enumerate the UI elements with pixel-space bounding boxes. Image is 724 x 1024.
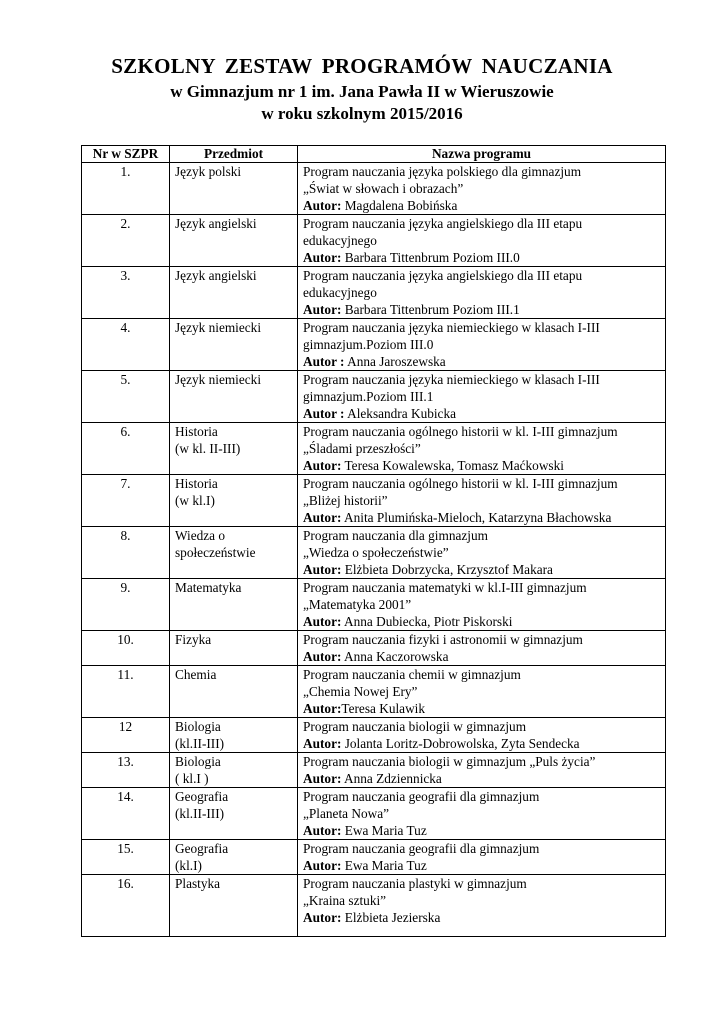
program-cell: [298, 631, 666, 666]
subject-line: (w kl. II-III): [175, 441, 241, 456]
program-line: Program nauczania chemii w gimnazjum: [303, 667, 521, 682]
program-line: „Matematyka 2001”: [303, 597, 412, 612]
author-names: Teresa Kulawik: [341, 701, 426, 716]
author-label: Autor:: [303, 701, 342, 716]
program-cell: [298, 666, 666, 718]
subject-line: Język niemiecki: [175, 372, 262, 387]
author-line: [303, 857, 665, 874]
table-row: [82, 666, 666, 718]
program-line: edukacyjnego: [303, 285, 377, 300]
author-label: Autor:: [303, 250, 342, 265]
subject-line: społeczeństwie: [175, 545, 256, 560]
subject-line: Matematyka: [175, 580, 242, 595]
header-program: Nazwa programu: [298, 146, 666, 163]
author-line: [303, 405, 665, 422]
author-line: [303, 770, 665, 787]
subject-line: Geografia: [175, 841, 229, 856]
subject-cell: [170, 840, 298, 875]
author-label: Autor :: [303, 354, 345, 369]
subject-cell: [170, 579, 298, 631]
row-number: 10.: [82, 631, 170, 666]
program-line: Program nauczania języka angielskiego dla III etapu: [303, 268, 583, 283]
subject-cell: [170, 753, 298, 788]
program-line: „Śladami przeszłości”: [303, 441, 421, 456]
row-number: 6.: [82, 423, 170, 475]
author-line: [303, 249, 665, 266]
subject-cell: [170, 875, 298, 937]
author-names: Ewa Maria Tuz: [341, 823, 427, 838]
table-row: [82, 718, 666, 753]
row-number: 2.: [82, 215, 170, 267]
subject-cell: [170, 527, 298, 579]
subject-line: Biologia: [175, 754, 221, 769]
subject-line: Plastyka: [175, 876, 221, 891]
subject-cell: [170, 163, 298, 215]
program-cell: [298, 579, 666, 631]
row-number: 8.: [82, 527, 170, 579]
table-row: [82, 840, 666, 875]
table-row: [82, 215, 666, 267]
author-names: Barbara Tittenbrum Poziom III.0: [341, 250, 520, 265]
author-names: Anna Dubiecka, Piotr Piskorski: [341, 614, 513, 629]
program-line: Program nauczania języka angielskiego dla III etapu: [303, 216, 583, 231]
table-row: [82, 423, 666, 475]
program-line: Program nauczania geografii dla gimnazjum: [303, 789, 540, 804]
author-names: Anna Zdziennicka: [341, 771, 442, 786]
row-number: 7.: [82, 475, 170, 527]
author-label: Autor:: [303, 614, 342, 629]
subject-cell: [170, 423, 298, 475]
subject-line: Język polski: [175, 164, 242, 179]
program-cell: [298, 718, 666, 753]
author-label: Autor:: [303, 302, 342, 317]
author-names: Aleksandra Kubicka: [344, 406, 457, 421]
header-subject: Przedmiot: [170, 146, 298, 163]
author-label: Autor:: [303, 649, 342, 664]
table-row: [82, 267, 666, 319]
author-names: Barbara Tittenbrum Poziom III.1: [341, 302, 520, 317]
document-title: SZKOLNY ZESTAW PROGRAMÓW NAUCZANIA: [111, 54, 613, 78]
author-label: Autor:: [303, 510, 342, 525]
author-label: Autor:: [303, 858, 342, 873]
author-names: Anita Plumińska-Mieloch, Katarzyna Błachowska: [341, 510, 612, 525]
program-line: „Bliżej historii”: [303, 493, 388, 508]
row-number: 3.: [82, 267, 170, 319]
program-line: Program nauczania języka polskiego dla gimnazjum: [303, 164, 582, 179]
subject-line: Język niemiecki: [175, 320, 262, 335]
author-label: Autor:: [303, 562, 342, 577]
row-number: 15.: [82, 840, 170, 875]
program-cell: [298, 527, 666, 579]
subject-cell: [170, 215, 298, 267]
subject-line: ( kl.I ): [175, 771, 209, 786]
school-year: w roku szkolnym 2015/2016: [261, 104, 463, 123]
author-line: [303, 509, 665, 526]
programs-table: [81, 145, 666, 937]
program-line: gimnazjum.Poziom III.0: [303, 337, 434, 352]
subject-cell: [170, 631, 298, 666]
table-row: [82, 527, 666, 579]
program-line: Program nauczania biologii w gimnazjum „Puls życia”: [303, 754, 596, 769]
author-label: Autor :: [303, 406, 345, 421]
row-number: 12: [82, 718, 170, 753]
author-line: [303, 700, 665, 717]
author-names: Anna Jaroszewska: [344, 354, 446, 369]
subject-line: Język angielski: [175, 216, 257, 231]
subject-cell: [170, 788, 298, 840]
table-row: [82, 788, 666, 840]
author-label: Autor:: [303, 458, 342, 473]
program-cell: [298, 840, 666, 875]
author-line: [303, 301, 665, 318]
author-line: [303, 353, 665, 370]
subject-line: Biologia: [175, 719, 221, 734]
program-cell: [298, 788, 666, 840]
subject-line: Historia: [175, 424, 218, 439]
author-names: Magdalena Bobińska: [341, 198, 458, 213]
subject-cell: [170, 666, 298, 718]
school-name: w Gimnazjum nr 1 im. Jana Pawła II w Wieruszowie: [170, 82, 554, 101]
table-header-row: [82, 146, 666, 163]
program-line: Program nauczania biologii w gimnazjum: [303, 719, 527, 734]
author-label: Autor:: [303, 198, 342, 213]
table-row: [82, 319, 666, 371]
row-number: 9.: [82, 579, 170, 631]
table-row: [82, 631, 666, 666]
author-names: Ewa Maria Tuz: [341, 858, 427, 873]
subject-cell: [170, 319, 298, 371]
table-row: [82, 753, 666, 788]
subject-line: (kl.II-III): [175, 806, 225, 821]
author-label: Autor:: [303, 771, 342, 786]
program-cell: [298, 475, 666, 527]
program-cell: [298, 319, 666, 371]
author-line: [303, 822, 665, 839]
program-line: Program nauczania języka niemieckiego w klasach I-III: [303, 372, 600, 387]
program-cell: [298, 371, 666, 423]
author-names: Elżbieta Jezierska: [341, 910, 441, 925]
row-number: 11.: [82, 666, 170, 718]
program-line: „Kraina sztuki”: [303, 893, 387, 908]
subject-line: (kl.II-III): [175, 736, 225, 751]
subject-line: (kl.I): [175, 858, 202, 873]
program-line: edukacyjnego: [303, 233, 377, 248]
program-line: Program nauczania ogólnego historii w kl. I-III gimnazjum: [303, 476, 618, 491]
program-line: gimnazjum.Poziom III.1: [303, 389, 434, 404]
author-label: Autor:: [303, 736, 342, 751]
program-cell: [298, 423, 666, 475]
program-cell: [298, 163, 666, 215]
author-line: [303, 457, 665, 474]
program-line: Program nauczania dla gimnazjum: [303, 528, 488, 543]
author-line: [303, 909, 665, 926]
row-number: 4.: [82, 319, 170, 371]
row-number: 16.: [82, 875, 170, 937]
subject-line: (w kl.I): [175, 493, 215, 508]
row-number: 14.: [82, 788, 170, 840]
program-line: „Wiedza o społeczeństwie”: [303, 545, 449, 560]
subject-line: Fizyka: [175, 632, 212, 647]
row-number: 1.: [82, 163, 170, 215]
table-row: [82, 163, 666, 215]
author-names: Anna Kaczorowska: [341, 649, 449, 664]
program-line: Program nauczania ogólnego historii w kl. I-III gimnazjum: [303, 424, 618, 439]
program-cell: [298, 267, 666, 319]
subject-line: Historia: [175, 476, 218, 491]
subject-cell: [170, 475, 298, 527]
table-row: [82, 475, 666, 527]
author-line: [303, 648, 665, 665]
header-nr: Nr w SZPR: [82, 146, 170, 163]
subject-line: Geografia: [175, 789, 229, 804]
subject-cell: [170, 718, 298, 753]
program-line: Program nauczania matematyki w kl.I-III gimnazjum: [303, 580, 587, 595]
program-line: Program nauczania języka niemieckiego w klasach I-III: [303, 320, 600, 335]
author-names: Elżbieta Dobrzycka, Krzysztof Makara: [341, 562, 553, 577]
author-line: [303, 197, 665, 214]
author-names: Jolanta Loritz-Dobrowolska, Zyta Sendecka: [341, 736, 580, 751]
program-line: Program nauczania fizyki i astronomii w gimnazjum: [303, 632, 583, 647]
row-number: 5.: [82, 371, 170, 423]
program-line: „Chemia Nowej Ery”: [303, 684, 418, 699]
program-cell: [298, 215, 666, 267]
program-line: „Świat w słowach i obrazach”: [303, 181, 464, 196]
author-label: Autor:: [303, 910, 342, 925]
author-label: Autor:: [303, 823, 342, 838]
author-names: Teresa Kowalewska, Tomasz Maćkowski: [341, 458, 564, 473]
row-number: 13.: [82, 753, 170, 788]
program-cell: [298, 875, 666, 937]
program-line: Program nauczania plastyki w gimnazjum: [303, 876, 527, 891]
table-row: [82, 875, 666, 937]
subject-cell: [170, 371, 298, 423]
program-line: „Planeta Nowa”: [303, 806, 390, 821]
author-line: [303, 613, 665, 630]
program-cell: [298, 753, 666, 788]
subject-line: Chemia: [175, 667, 217, 682]
subject-line: Wiedza o: [175, 528, 226, 543]
program-line: Program nauczania geografii dla gimnazjum: [303, 841, 540, 856]
author-line: [303, 735, 665, 752]
table-row: [82, 371, 666, 423]
subject-line: Język angielski: [175, 268, 257, 283]
author-line: [303, 561, 665, 578]
table-row: [82, 579, 666, 631]
subject-cell: [170, 267, 298, 319]
